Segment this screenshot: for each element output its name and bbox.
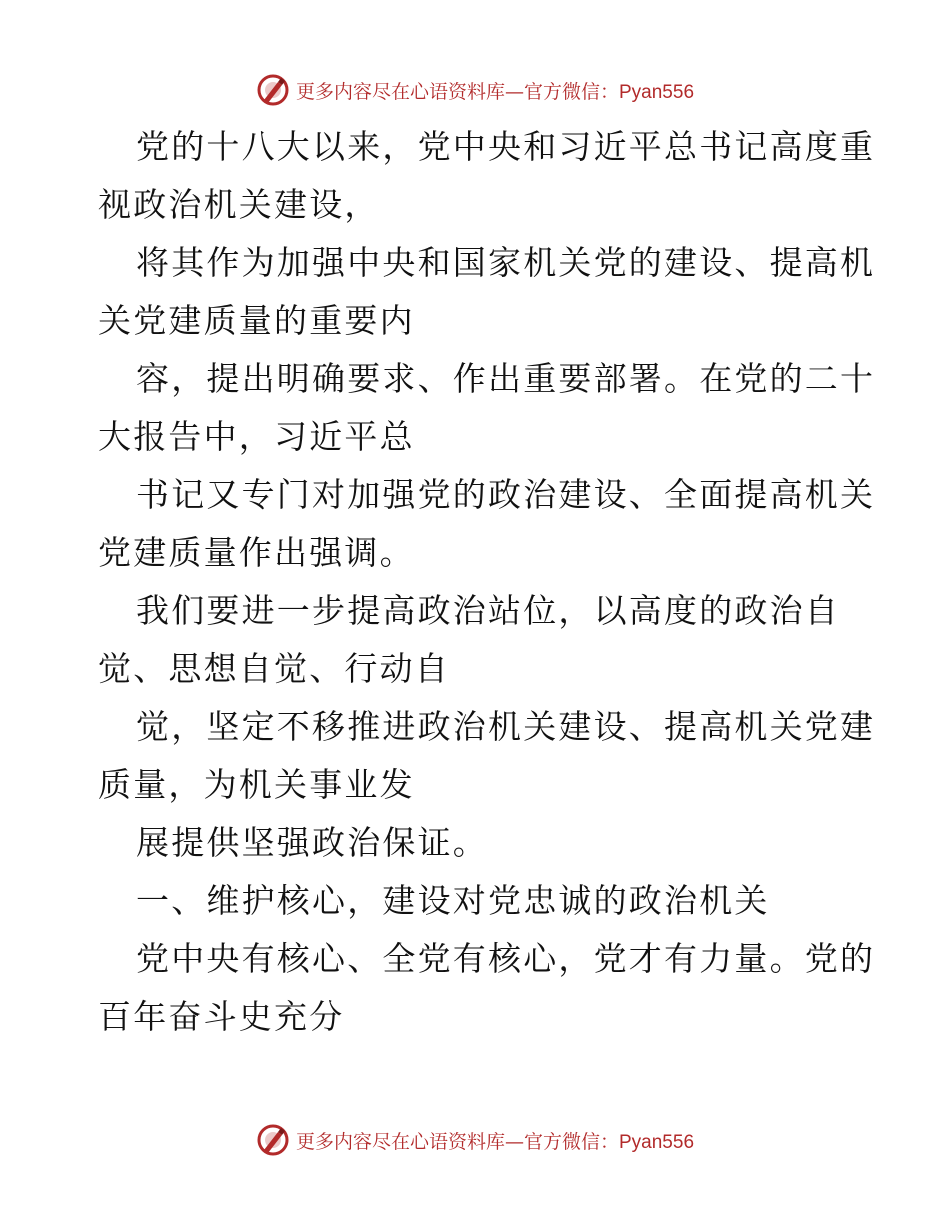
- header-wechat-text: 官方微信：Pyan556: [524, 81, 695, 103]
- footer-banner: [0, 1120, 950, 1160]
- text-line: 觉、思想自觉、行动自: [98, 649, 450, 688]
- text-line: 党的十八大以来，党中央和习近平总书记高度重: [136, 127, 876, 166]
- header-banner-text: 更多内容尽在心语资料库—: [295, 80, 524, 103]
- text-line: 大报告中，习近平总: [98, 417, 415, 456]
- text-line: 容，提出明确要求、作出重要部署。在党的二十: [136, 359, 876, 398]
- text-line: 党中央有核心、全党有核心，党才有力量。党的: [136, 939, 876, 978]
- text-line: 我们要进一步提高政治站位，以高度的政治自: [136, 591, 840, 630]
- footer-wechat-text: 官方微信：Pyan556: [524, 1131, 695, 1153]
- text-line: 百年奋斗史充分: [98, 997, 345, 1036]
- section-heading: 一、维护核心，建设对党忠诚的政治机关: [136, 881, 770, 920]
- text-line: 展提供坚强政治保证。: [136, 823, 488, 862]
- text-line: 将其作为加强中央和国家机关党的建设、提高机: [136, 243, 876, 282]
- header-banner: [0, 70, 950, 110]
- footer-banner-text: 更多内容尽在心语资料库—: [295, 1130, 524, 1153]
- text-line: 质量，为机关事业发: [98, 765, 415, 804]
- text-line: 视政治机关建设，: [98, 185, 380, 224]
- text-line: 书记又专门对加强党的政治建设、全面提高机关: [136, 475, 876, 514]
- document-body: [98, 118, 876, 1046]
- text-line: 觉，坚定不移推进政治机关建设、提高机关党建: [136, 707, 876, 746]
- pen-logo-icon: [256, 1123, 290, 1157]
- pen-logo-icon: [256, 73, 290, 107]
- text-line: 党建质量作出强调。: [98, 533, 415, 572]
- text-line: 关党建质量的重要内: [98, 301, 415, 340]
